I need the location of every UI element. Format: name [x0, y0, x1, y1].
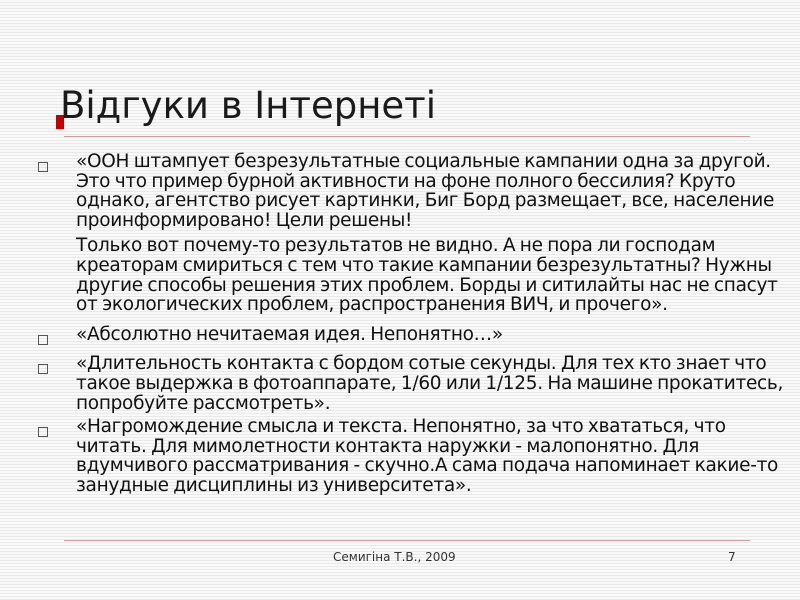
square-bullet-icon [38, 427, 48, 437]
quote-paragraph: «ООН штампует безрезультатные социальные кампании одна за другой. Это что пример бурной активности на фоне полного бессилия? Круто однако, агентство рисует картинки, Биг Борд размещает, все, население проинформировано! Цели решены! [76, 151, 775, 231]
title-divider [64, 136, 750, 137]
list-item [38, 417, 798, 495]
list-item [38, 152, 798, 315]
footer-author: Семигіна Т.В., 2009 [333, 550, 456, 564]
page-number: 7 [728, 550, 736, 564]
quote-paragraph: «Нагромождение смысла и текста. Непонятно, за что хвататься, что читать. Для мимолетности контакта наружки - малопонятно. Для вдумчивого рассматривания - скучно.А сама подача напоминает какие-то занудные дисциплины из университета». [76, 416, 779, 496]
square-bullet-icon [38, 335, 48, 345]
square-bullet-icon [38, 162, 48, 172]
bullet-list [38, 152, 798, 496]
list-item [38, 325, 798, 345]
list-item [38, 354, 798, 413]
footer-divider [64, 540, 750, 541]
quote-paragraph: «Длительность контакта с бордом сотые секунды. Для тех кто знает что такое выдержка в фотоаппарате, 1/60 или 1/125. На машине прокатитесь, попробуйте рассмотреть». [76, 353, 784, 414]
slide-title: Відгуки в Інтернеті [60, 84, 436, 127]
square-bullet-icon [38, 364, 48, 374]
quote-paragraph: Только вот почему-то результатов не видно. А не пора ли господам креаторам смириться с тем что такие кампании безрезультатны? Нужны другие способы решения этих проблем. Борды и ситилайты нас не спасут от экологических проблем, распространения ВИЧ, и прочего». [76, 235, 778, 316]
quote-paragraph: «Абсолютно нечитаемая идея. Непонятно…» [76, 323, 503, 345]
